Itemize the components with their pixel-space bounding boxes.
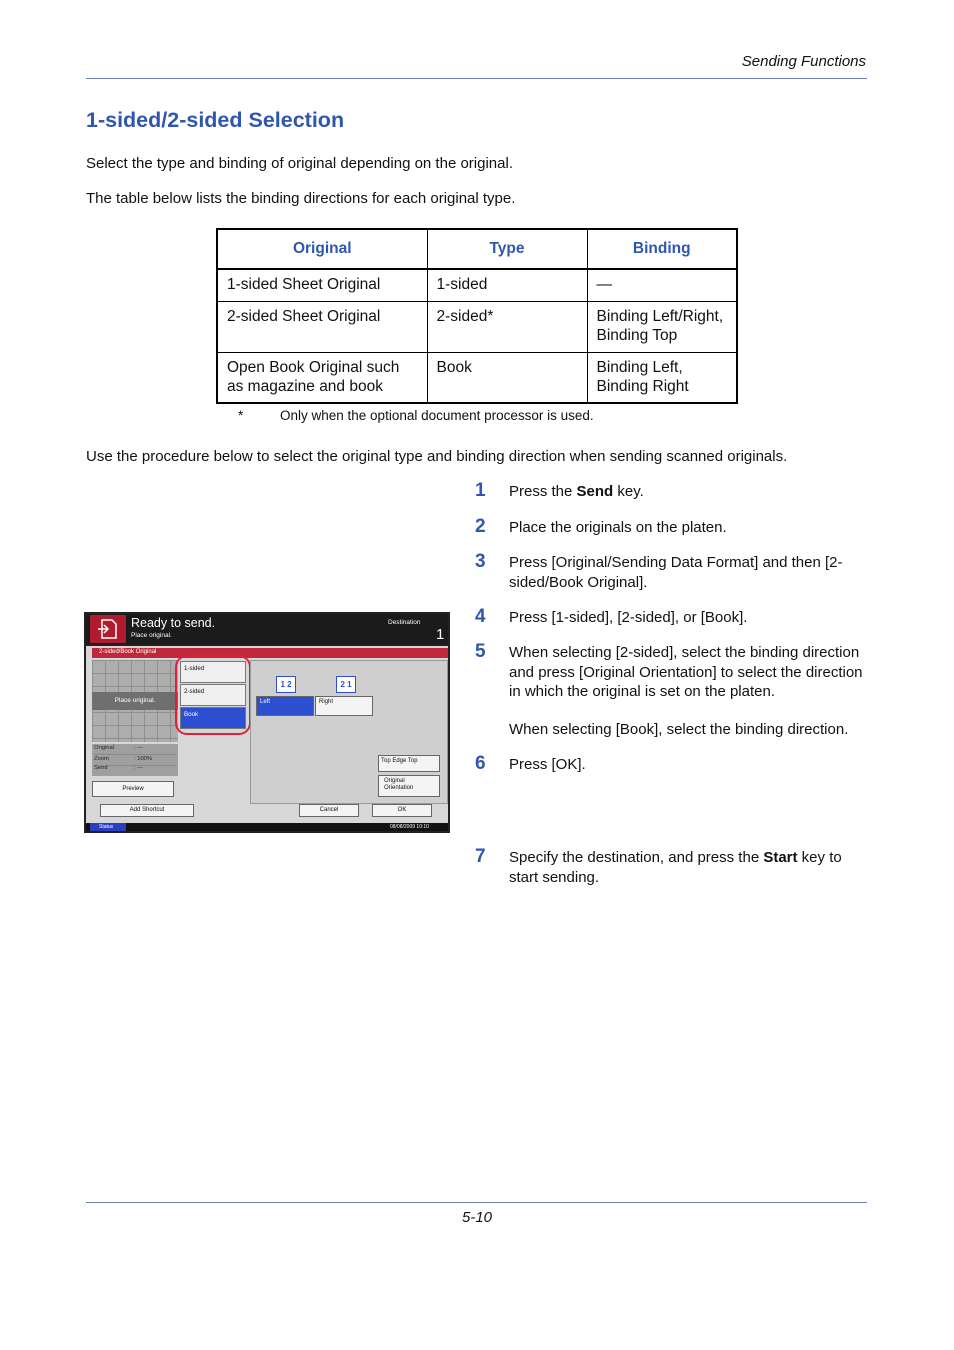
table-cell: Binding Left, Binding Right bbox=[587, 352, 737, 403]
original-orientation-button[interactable] bbox=[378, 775, 440, 797]
step-number: 6 bbox=[475, 753, 486, 774]
info-value: : --- bbox=[134, 745, 144, 751]
panel-status-text: Ready to send. bbox=[131, 616, 216, 630]
step-text: Press [1-sided], [2-sided], or [Book]. bbox=[509, 609, 748, 626]
step-text bbox=[509, 482, 871, 502]
binding-options-area bbox=[250, 660, 448, 804]
table-cell: 1-sided Sheet Original bbox=[217, 269, 427, 301]
step-number: 7 bbox=[475, 846, 486, 867]
table-row bbox=[217, 352, 737, 403]
step-number: 1 bbox=[475, 480, 486, 501]
step-text: When selecting [2-sided], select the binding direction and press [Original Orientation] to select the direction in which the original is set on the platen. bbox=[509, 644, 863, 700]
step-text-part: key. bbox=[613, 483, 644, 500]
option-label: 2-sided bbox=[184, 688, 205, 695]
table-cell: 2-sided Sheet Original bbox=[217, 301, 427, 352]
binding-right-label: Right bbox=[319, 699, 334, 705]
intro-paragraph-2: The table below lists the binding directions for each original type. bbox=[86, 190, 516, 207]
footnote-mark: * bbox=[238, 408, 244, 423]
panel-datetime: 08/08/2009 10:10 bbox=[390, 824, 429, 830]
book-right-icon: 2 1 bbox=[336, 676, 356, 693]
preview-button[interactable]: Preview bbox=[92, 781, 174, 797]
panel-bottom-bar bbox=[86, 823, 448, 831]
cancel-button[interactable]: Cancel bbox=[299, 804, 359, 817]
footer-rule bbox=[86, 1202, 867, 1203]
info-block bbox=[92, 744, 178, 776]
info-row bbox=[94, 745, 176, 755]
send-mode-icon bbox=[90, 615, 126, 643]
status-tab-label: Status bbox=[99, 824, 114, 830]
add-shortcut-button[interactable]: Add Shortcut bbox=[100, 804, 194, 817]
orientation-label: Original Orientation bbox=[384, 778, 414, 791]
step-text-part: Specify the destination, and press the bbox=[509, 849, 764, 866]
intro-paragraph-1: Select the type and binding of original depending on the original. bbox=[86, 155, 513, 172]
table-row bbox=[217, 301, 737, 352]
info-value: : 100% bbox=[134, 756, 153, 762]
step-number: 5 bbox=[475, 641, 486, 662]
header-rule bbox=[86, 78, 867, 79]
table-cell: — bbox=[587, 269, 737, 301]
top-edge-label: Top Edge Top bbox=[381, 758, 418, 764]
table-row bbox=[217, 269, 737, 301]
book-left-icon: 1 2 bbox=[276, 676, 296, 693]
binding-left-button[interactable] bbox=[256, 696, 314, 716]
table-cell: Binding Left/Right, Binding Top bbox=[587, 301, 737, 352]
preview-label: Place original. bbox=[92, 692, 178, 710]
panel-tab-label: 2-sided/Book Original bbox=[99, 649, 157, 655]
step-text: When selecting [Book], select the binding direction. bbox=[509, 721, 849, 738]
step-number: 3 bbox=[475, 551, 486, 572]
panel-sub-text: Place original. bbox=[131, 632, 172, 639]
step-text: Press [OK]. bbox=[509, 756, 586, 773]
footnote-text: Only when the optional document processor is used. bbox=[280, 408, 594, 423]
highlight-circle bbox=[175, 655, 251, 735]
binding-table bbox=[216, 228, 738, 404]
step-text: Place the originals on the platen. bbox=[509, 519, 727, 536]
option-label: 1-sided bbox=[184, 665, 205, 672]
info-value: : --- bbox=[134, 765, 144, 771]
ok-button[interactable]: OK bbox=[372, 804, 432, 817]
step-key-name: Send bbox=[576, 483, 614, 500]
table-header-cell: Original bbox=[217, 229, 427, 269]
step-text-part: key to start sending. bbox=[509, 849, 842, 886]
table-cell: 1-sided bbox=[427, 269, 587, 301]
info-label: Zoom bbox=[94, 756, 109, 762]
table-cell: 2-sided* bbox=[427, 301, 587, 352]
operation-panel-screenshot bbox=[84, 612, 450, 833]
top-edge-button[interactable] bbox=[378, 755, 440, 772]
panel-main-area bbox=[86, 646, 448, 827]
step-key-name: Start bbox=[763, 849, 798, 866]
panel-tab-header bbox=[92, 648, 448, 658]
destination-label: Destination bbox=[388, 619, 421, 626]
procedure-intro: Use the procedure below to select the original type and binding direction when sending scanned originals. bbox=[86, 448, 788, 465]
preview-area bbox=[92, 660, 178, 742]
step-text: Press [Original/Sending Data Format] and then [2-sided/Book Original]. bbox=[509, 554, 843, 591]
step-number: 2 bbox=[475, 516, 486, 537]
option-label: Book bbox=[184, 711, 199, 718]
section-title: 1-sided/2-sided Selection bbox=[86, 108, 345, 132]
destination-count: 1 bbox=[436, 626, 445, 643]
status-tab[interactable] bbox=[90, 823, 126, 831]
table-header-row bbox=[217, 229, 737, 269]
step-text bbox=[509, 848, 871, 887]
binding-left-label: Left bbox=[260, 699, 271, 705]
info-label: Original bbox=[94, 745, 114, 751]
binding-right-button[interactable] bbox=[315, 696, 373, 716]
running-header: Sending Functions bbox=[741, 53, 866, 70]
page-number: 5-10 bbox=[462, 1209, 493, 1226]
table-header-cell: Binding bbox=[587, 229, 737, 269]
info-row bbox=[94, 765, 176, 774]
panel-status-bar bbox=[86, 614, 448, 644]
table-header-cell: Type bbox=[427, 229, 587, 269]
table-cell: Book bbox=[427, 352, 587, 403]
table-cell: Open Book Original such as magazine and book bbox=[217, 352, 427, 403]
step-number: 4 bbox=[475, 606, 486, 627]
info-label: Send bbox=[94, 765, 108, 771]
step-text-part: Press the bbox=[509, 483, 577, 500]
